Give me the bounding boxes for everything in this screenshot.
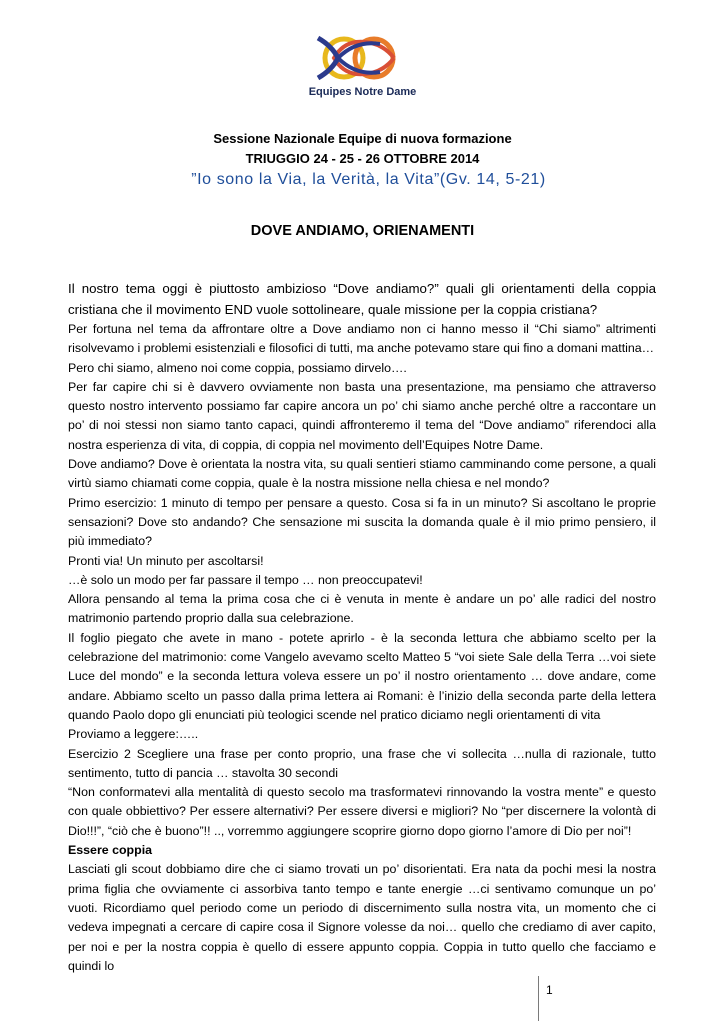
organization-name: Equipes Notre Dame xyxy=(308,86,417,98)
paragraph: Lasciati gli scout dobbiamo dire che ci siamo trovati un po’ disorientati. Era nata da pochi mesi la nostra prima figlia che ovviamente ci assorbiva tanto tempo e tante energie …ci sentivamo comunque un po’ vuoti. Ricordiamo quel periodo come un periodo di discernimento sulla nostra vita, un momento che ci vedeva impegnati a cercare di capire cosa il Signore volesse da noi… quello che crediamo di aver capito, per noi e per la nostra coppia è quello di essere appunto coppia. Coppia in tutto quello che facciamo e quindi lo xyxy=(68,862,656,973)
paragraph: Pero chi siamo, almeno noi come coppia, possiamo dirvelo…. xyxy=(68,360,407,375)
paragraph: Esercizio 2 Scegliere una frase per conto proprio, una frase che vi sollecita …nulla di razionale, tutto sentimento, tutto di pancia … stavolta 30 secondi xyxy=(68,746,656,780)
paragraph: Per far capire chi si è davvero ovviamente non basta una presentazione, ma pensiamo che attraverso questo nostro intervento possiamo far capire ancora un po’ chi siamo anche perché oltre a raccontare un po’ di noi stessi non siamo tanto capaci, quindi affronteremo il tema del “Dove andiamo” riferendoci alla nostra esperienza di vita, di coppia, di coppia nel movimento dell’Equipes Notre Dame. xyxy=(68,379,656,452)
paragraph: Dove andiamo? Dove è orientata la nostra vita, su quali sentieri stiamo camminando come persone, a quali virtù siamo chiamati come coppia, quale è la nostra missione nella chiesa e nel mondo? xyxy=(68,457,656,491)
paragraph: Pronti via! Un minuto per ascoltarsi! xyxy=(68,553,264,568)
paragraph: Il nostro tema oggi è piuttosto ambizioso “Dove andiamo?” quali gli orientamenti della coppia cristiana che il movimento END vuole sottolineare, quale missione per la coppia cristiana? xyxy=(68,281,656,317)
section-heading: Essere coppia xyxy=(68,843,153,858)
motto: ”Io sono la Via, la Verità, la Vita”(Gv. 14, 5-21) xyxy=(191,171,546,188)
document-header xyxy=(0,129,725,192)
paragraph: “Non conformatevi alla mentalità di questo secolo ma trasformatevi rinnovando la vostra mente” e questo con quale obbiettivo? Per essere alternativi? Per essere diversi e migliori? No “per discernere la volontà di Dio!!!”, “ciò che è buono”!! .., vorremmo aggiungere scoprire giorno dopo giorno l’amore di Dio per noi”! xyxy=(68,785,656,838)
session-dates: TRIUGGIO 24 - 25 - 26 OTTOBRE 2014 xyxy=(245,151,480,166)
paragraph: Proviamo a leggere:….. xyxy=(68,727,199,742)
fish-circles-logo xyxy=(308,34,412,86)
page-number: 1 xyxy=(546,983,553,997)
page-title: DOVE ANDIAMO, ORIENAMENTI xyxy=(250,223,475,239)
paragraph: Il foglio piegato che avete in mano - potete aprirlo - è la seconda lettura che abbiamo scelto per la celebrazione del matrimonio: come Vangelo avevamo scelto Matteo 5 “voi siete Sale della Terra …voi siete Luce del mondo” e la seconda lettura voleva essere un po’ il nostro orientamento … dove andare, come andare. Abbiamo scelto un passo dalla prima lettera ai Romani: è l’inizio della seconda parte della lettera quando Paolo dopo gli enunciati più teologici scende nel pratico diciamo negli orientamenti di vita xyxy=(68,630,656,722)
paragraph: Primo esercizio: 1 minuto di tempo per pensare a questo. Cosa si fa in un minuto? Si ascoltano le proprie sensazioni? Dove sto andando? Che sensazione mi suscita la domanda quale è il mio primo pensiero, il più immediato? xyxy=(68,495,656,549)
footer-divider xyxy=(538,976,539,1021)
paragraph: Per fortuna nel tema da affrontare oltre a Dove andiamo non ci hanno messo il “Chi siamo” altrimenti risolvevamo i problemi esistenziali e filosofici di tutti, ma anche potevamo stare qui fino a domani mattina… xyxy=(68,322,656,356)
paragraph: Allora pensando al tema la prima cosa che ci è venuta in mente è andare un po’ alle radici del nostro matrimonio partendo proprio dalla sua celebrazione. xyxy=(68,592,656,626)
session-title: Sessione Nazionale Equipe di nuova formazione xyxy=(213,131,512,146)
document-body xyxy=(68,278,656,976)
paragraph: …è solo un modo per far passare il tempo … non preoccupatevi! xyxy=(68,572,423,587)
